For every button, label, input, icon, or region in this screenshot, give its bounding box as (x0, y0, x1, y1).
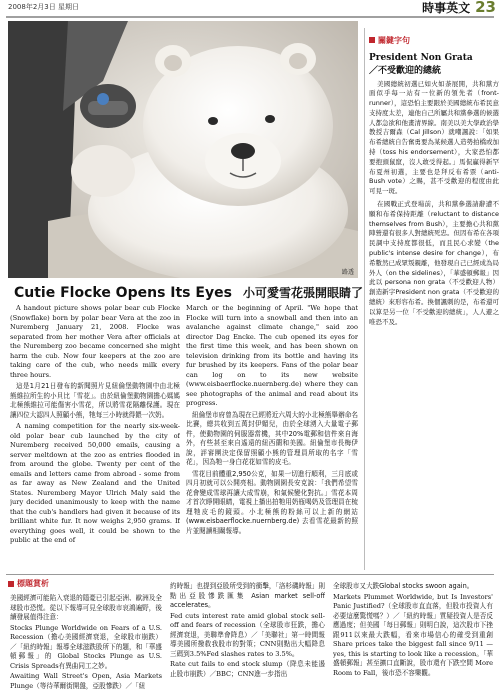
sidebar-section-label: 關鍵字句 (378, 35, 410, 45)
analysis-paragraph: 美國經濟可能陷入衰退的隱憂已引起亞洲、歐洲及全球股市恐慌。從以下報導可見全球股市哀鴻遍野，後續發展值得注意： (10, 594, 162, 621)
sidebar-title-english: President Non Grata (369, 52, 473, 63)
article-paragraph: A naming competition for the nearly six-week-old polar bear cub launched by the city of Nuremberg received 50,000 emails, causing a server meltdown at the zoo as entries flooded in from around the globe. Twenty per cent of the emails and letters came from abroad - some from as far away as New Zealand and the United States. Nuremberg Mayor Ulrich Maly said the jury decided unanimously to keep with the name that the cub's handlers had given it because of its brilliant white fur. It now weighs 2,950 grams. If everything goes well, it could be shown to the public at the end of (10, 422, 180, 544)
polar-bear-cub-photo (8, 21, 358, 278)
article-paragraph: A handout picture shows polar bear cub Flocke (Snowflake) born by polar bear Vera at the zoo in Nuremberg January 21, 2008. Flocke was separated from her mother Vera after officials at the Nuremberg zoo became concerned she might harm the cub. Now four keepers at the zoo are taking care of the cub, who needs milk every three hours. (10, 304, 180, 379)
bottom-section-tag (8, 578, 49, 589)
page-number: 23 (475, 0, 496, 16)
bottom-section-label: 標題賞析 (17, 579, 49, 588)
analysis-column-2 (170, 582, 325, 690)
analysis-paragraph: 約時報」也提到亞股所受到的衝擊，「洛杉磯時報」則點出亞股慘跌匯集 Asian market sell-off accelerates。 (170, 582, 325, 609)
article-paragraph: 這是1月21日發布的新聞照片見紐倫堡動物園中由北極熊維拉所生的小貝比「雪花」。由於紐倫堡動物園擔心媽媽北極熊維拉可能傷害小雪花，所以將雪花隔離保護。現在讓四位大認四人照顧小熊，牠每三小時就得餵一次奶。 (10, 382, 180, 419)
headline-chinese: 小可愛雪花張開眼睛了 (243, 286, 364, 300)
sidebar-section-tag (369, 35, 410, 46)
sidebar-paragraph: 在國戰正式登場前，共和黨參選請辭遭不願和布希保持距離（reluctant to distance themselves from Bush），主要擔心共和黨陣營還有很多人對總統死忠。但因布希在各項民調中支持度都很低，而且民心求變（the public's intense desire for change），布希數然已成眾叛親離，他發現自己已經成為局外人（on the sidelines），「華盛頓郵報」因此以 persona non grata（不受歡迎人物）創造新字President non grata（不受歡迎的總統）來形容布希。換個諷刺的是，布希還可以算是另一位「不受歡迎的總統」，人人避之唯恐不及。 (369, 200, 499, 326)
article-column-1 (10, 304, 180, 572)
article-paragraph: 雪花目前體重2,950公克，如果一切進行順利，三月底或四月初就可以公開亮相。動物園園長安克說：「我們希望雪花會變成雪球再讓大成雪崩，和氣候變化對抗。」雪花本周才首次睜開眼睛，電視上播出拍牠用奶瓶喝奶及管理員在梳理牠皮毛的鏡頭。小北極熊的粉絲可以上新的網站(www.eisbaerflocke.nuernberg.de) 去看雪花最新的照片並閱讀相關報導。 (186, 469, 358, 535)
article-headline (14, 282, 364, 301)
page-header-right (422, 0, 496, 16)
sidebar-body (369, 80, 499, 328)
analysis-paragraph: Fed cuts interest rate amid global stock sell-off and fears of recession（全球股市狂跌，擔心經濟衰退，美聯準會降息）／「美聯社」第一時間報導美國所撥救我股市的對策；CNN則點出大幅降息三碼到3.5%Fed slashes rates to 3.5%。 (170, 611, 325, 658)
keyword-sidebar (364, 28, 499, 570)
sidebar-paragraph: 美國總統初選已如火如荼展開，共和黨方面似乎每一站有一位新的領先者（front-runner），這恐怕主要跟於美國總統布希民意支持度太差，連他自己所屬共和黨參選的候選人都急欲和他畫清界線。南美以美大學政治學教授吉爾森（Cal Jillson）就嘲諷說：「如果布希總統自告奮勇要為某候選人造勢拍橋或加持（toss his endorsement），大家恐怕都要抱頭鼠竄，沒人敢受得起。」馬侃贏得新罕布夏州初選，主要也是拜反布希票（anti-Bush vote）之賜，甚不受歡迎的程度由此可見一斑。 (369, 79, 499, 196)
analysis-paragraph: Awaiting Wall Street's Open, Asia Markets Plunge（等待華爾街開盤，亞股慘跌）／「紐 (10, 672, 162, 690)
article-paragraph: 紐倫堡市府曾為現在已經將近六周大的小北極熊舉辦命名比賽，總共收到五萬封伊媚兒，由於全球湧入大量電子郵件，使動物園的伺服器當機，其中20%電郵和信件來自海外，有些甚至來自遙遠的紐西蘭和美國。紐倫堡市長梅伊說，評審團決定保留照顧小熊的管理員所取的名字「雪花」，因為牠一身白花花如雪的皮毛。 (186, 410, 358, 466)
analysis-column-1 (10, 594, 162, 690)
headline-english: Cutie Flocke Opens Its Eyes (14, 285, 232, 301)
red-square-icon (8, 581, 14, 587)
analysis-paragraph: 全球股市又大跌Global stocks swoon again。 (333, 582, 474, 590)
article-paragraph: March or the beginning of April. "We hope that Flocke will turn into a snowball and then into an avalanche against climate change," said zoo director Dag Encke. The cub opened its eyes for the first time this week, and has been shown on television drinking from its bottle and having its fur brushed by its keepers. Fans of the polar bear can log on to its new website (www.eisbaerflocke.nuernberg.de) where they can see photographs of the animal and read about its progress. (186, 304, 358, 407)
sidebar-title-chinese: ／不受歡迎的總統 (369, 65, 442, 76)
analysis-paragraph: Stocks Plunge Worldwide on Fears of a U.S. Recession（擔心美國經濟衰退，全球股市崩跌）／「紐約時報」報導全球滋跌股所下的題，和「華盛頓郵報」的 Global Stocks Plunge as U.S. Crisis Spreads有異曲同工之妙。 (10, 623, 162, 670)
analysis-column-3 (333, 582, 493, 690)
analysis-paragraph: Rate cut fails to end stock slump（降息未能遏止股市崩跌）／BBC；CNN進一步指出 (170, 660, 325, 678)
analysis-paragraph: Markets Plummet Worldwide, but Is Investors' Panic Justified?（全球股市直直落，但股市投資人有必要這麼驚慌嗎？）／「紐約時報」質疑投資人是否反應過度；但美國「每日郵報」則明白說，這次股市下挫跟911以來最大跌幅，看來市場信心的確受到重創Share prices take the biggest fall since 9/11 — yes, this is starting to look like a recession。「華盛頓郵報」甚至擴口直斷說，股市還有下跌空間 More Room to Fall，後市恐不容樂觀。 (333, 592, 493, 677)
bottom-divider (6, 574, 494, 575)
polar-bear-illustration (8, 21, 358, 278)
issue-date: 2008年2月3日 星期日 (8, 3, 79, 11)
photo-credit: 路透 (341, 269, 354, 276)
header-divider (6, 16, 494, 18)
red-square-icon (369, 37, 375, 43)
headline-analysis-section (8, 578, 494, 690)
section-title: 時事英文 (422, 1, 471, 15)
article-column-2 (186, 304, 358, 572)
